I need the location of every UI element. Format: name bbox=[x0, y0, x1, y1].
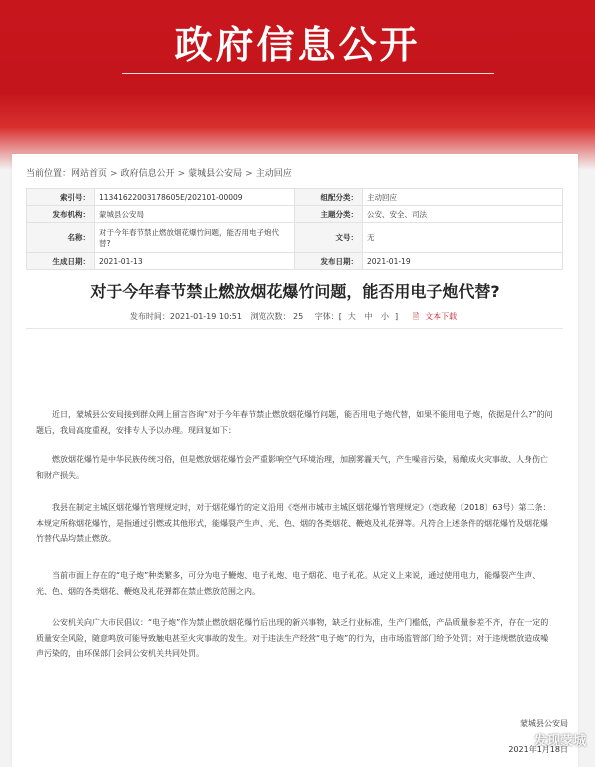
watermark-text: 发现蒙城 bbox=[534, 734, 587, 749]
docno-value: 无 bbox=[363, 223, 563, 253]
article-title: 对于今年春节禁止燃放烟花爆竹问题，能否用电子炮代替? bbox=[90, 282, 500, 301]
breadcrumb-separator: > bbox=[245, 169, 253, 179]
topic-label: 主题分类： bbox=[295, 206, 363, 223]
paragraph-5 bbox=[36, 615, 554, 662]
category-value: 主动回应 bbox=[363, 189, 563, 206]
publish-time: 发布时间：2021-01-19 10:51 bbox=[129, 312, 242, 321]
banner-title: 政府信息公开 bbox=[174, 23, 421, 67]
breadcrumb bbox=[26, 166, 292, 179]
breadcrumb-prefix: 当前位置： bbox=[26, 169, 72, 179]
paragraph-5-text: 公安机关向广大市民倡议：“电子炮”作为禁止燃放烟花爆竹后出现的新兴事物，缺乏行业标准，生产门槛低，产品质量参差不齐，存在一定的质量安全风险，随意鸣放可能导致触电甚至火灾事故的发生。对于违法生产经营“电子炮”的行为，由市场监管部门给予处罚；对于违规燃放造成噪声污染的，由环保部门会同公安机关共同处罚。 bbox=[36, 618, 549, 658]
paragraph-3-text: 我县在制定主城区烟花爆竹管理规定时，对于烟花爆竹的定义沿用《亳州市城市主城区烟花爆竹管理规定》（亳政秘〔2018〕63号）第二条：本规定所称烟花爆竹，是指通过引燃或其他形式，能爆裂产生声、光、色、烟的各类烟花、鞭炮及礼花弹等。凡符合上述条件的烟花爆竹及烟花爆竹替代品均禁止燃放。 bbox=[36, 503, 551, 543]
paragraph-4 bbox=[36, 568, 554, 599]
index-value: 11341622003178605E/202101-00009 bbox=[95, 189, 295, 206]
font-size-control bbox=[312, 312, 401, 321]
breadcrumb-home[interactable]: 网站首页 bbox=[71, 169, 108, 179]
publisher-label: 发布机构： bbox=[27, 206, 95, 223]
docno-label: 文号： bbox=[295, 223, 363, 253]
header-banner bbox=[0, 0, 595, 170]
font-size-large-button[interactable]: 大 bbox=[347, 312, 356, 321]
content-card bbox=[12, 154, 578, 767]
download-link[interactable] bbox=[410, 312, 460, 321]
metadata-table bbox=[26, 188, 563, 270]
signature: 蒙城县公安局 bbox=[520, 719, 568, 728]
view-count: 浏览次数： 25 bbox=[250, 312, 304, 321]
breadcrumb-separator: > bbox=[110, 169, 118, 179]
paragraph-1 bbox=[36, 407, 554, 438]
watermark bbox=[510, 730, 586, 749]
paragraph-2-text: 燃放烟花爆竹是中华民族传统习俗，但是燃放烟花爆竹会严重影响空气环境治理，加剧雾霾天气，产生噪音污染，易酿成火灾事故、人身伤亡和财产损失。 bbox=[36, 455, 548, 480]
topic-value: 公安、安全、司法 bbox=[363, 206, 563, 223]
article-info-bar bbox=[12, 311, 578, 325]
wechat-icon bbox=[510, 733, 530, 747]
font-size-prefix: 字体：[ bbox=[314, 312, 342, 321]
breadcrumb-active-response[interactable]: 主动回应 bbox=[255, 169, 292, 179]
paragraph-3 bbox=[36, 500, 554, 547]
category-label: 组配分类： bbox=[295, 189, 363, 206]
font-size-medium-button[interactable]: 中 bbox=[364, 312, 373, 321]
breadcrumb-separator: > bbox=[177, 169, 186, 179]
published-date-label: 发布日期： bbox=[295, 253, 363, 270]
font-size-small-button[interactable]: 小 bbox=[381, 312, 390, 321]
download-label: 文本下载 bbox=[425, 312, 458, 321]
publisher-value: 蒙城县公安局 bbox=[95, 206, 295, 223]
signature-date: 2021年1月18日 bbox=[508, 745, 568, 754]
breadcrumb-gov-info[interactable]: 政府信息公开 bbox=[120, 169, 175, 179]
paragraph-2 bbox=[36, 452, 554, 483]
font-size-suffix: ] bbox=[395, 312, 399, 321]
published-date-value: 2021-01-19 bbox=[363, 253, 563, 270]
name-value: 对于今年春节禁止燃放烟花爆竹问题，能否用电子炮代替? bbox=[95, 223, 295, 253]
banner-divider bbox=[122, 73, 494, 74]
breadcrumb-public-security[interactable]: 蒙城县公安局 bbox=[188, 169, 243, 179]
paragraph-4-text: 当前市面上存在的“电子炮”种类繁多，可分为电子鞭炮、电子礼炮、电子烟花、电子礼花。从定义上来说，通过使用电力，能爆裂产生声、光、色、烟的各类烟花、鞭炮及礼花弹都在禁止燃放范围之内。 bbox=[36, 571, 541, 596]
document-icon: 🗎 bbox=[412, 312, 420, 321]
created-date-value: 2021-01-13 bbox=[95, 253, 295, 270]
paragraph-1-text: 近日，蒙城县公安局接到群众网上留言咨询“对于今年春节禁止燃放烟花爆竹问题，能否用电子炮代替，如果不能用电子炮，依据是什么?”的问题后，我局高度重视，安排专人予以办理。现回复如下： bbox=[36, 410, 553, 435]
name-label: 名称： bbox=[27, 223, 95, 253]
index-label: 索引号： bbox=[27, 189, 95, 206]
divider bbox=[26, 328, 563, 329]
created-date-label: 生成日期： bbox=[27, 253, 95, 270]
